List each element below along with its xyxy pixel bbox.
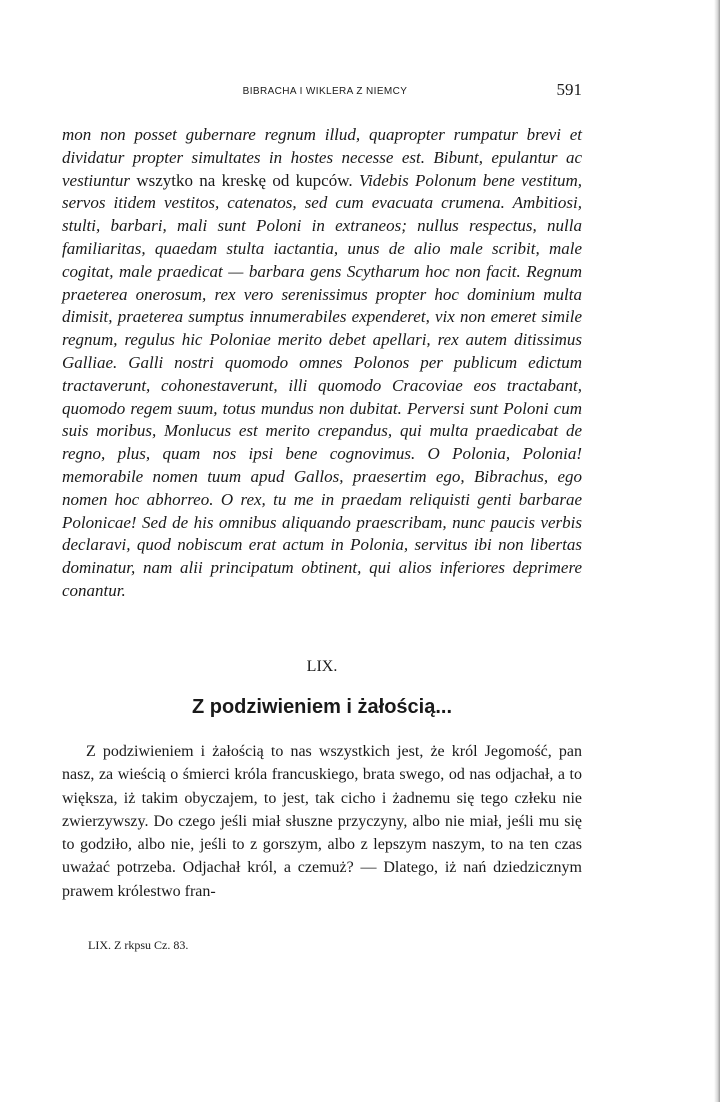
running-head	[68, 80, 582, 104]
latin-text-part-1: mon non posset gubernare regnum illud, quapropter rumpatur brevi et dividatur propter simultates in hostes necesse est. Bibunt, epulantur ac vestiuntur	[62, 125, 582, 190]
polish-inline-phrase: wszytko na kreskę od kupców.	[130, 170, 359, 190]
scan-edge-shadow	[714, 0, 720, 1102]
document-title: Z podziwieniem i żałością...	[191, 696, 453, 718]
document-number: LIX.	[306, 658, 338, 675]
footnote: LIX. Z rkpsu Cz. 83.	[88, 938, 189, 952]
latin-text-part-2: Videbis Polonum bene vestitum, servos itidem vestitos, catenatos, sed cum evacuata crumena. Ambitiosi, stulti, barbari, mali sunt Poloni in extraneos; nullus respectus, nulla familiaritas, quaedam stulta iactantia, unus de alio male scribit, male cogitat, male praedicat — barbara gens Scytharum hoc non facit. Regnum praeterea onerosum, rex vero serenissimus propter hoc dominium multa dimisit, praeterea sumptus innumerabiles expenderet, vix non emeret simile regnum, regulus hic Poloniae merito debet apellari, rex autem ditissimus Galliae. Galli nostri quomodo omnes Polonos per publicum edictum tractaverunt, cohonestaverunt, illi quomodo Cracoviae eos tractabant, quomodo regem suum, totus mundus non dubitat. Perversi sunt Poloni cum suis moribus, Monlucus est merito crepandus, qui multa praedicabat de regno, plus, quam nos ipsi bene cognovimus. O Polonia, Polonia! memorabile nomen tuum apud Gallos, praesertim ego, Bibrachus, ego nomen hoc abhorreo. O rex, tu me in praedam reliquisti genti barbarae Polonicae! Sed de his omnibus aliquando praescribam, nunc paucis verbis declaravi, quod nobiscum erat actum in Polonia, servitus ibi non libertas dominatur, nam alii principatum obtinent, qui alios inferiores deprimere conantur.	[62, 170, 583, 600]
latin-paragraph	[62, 124, 582, 603]
page-number: 591	[556, 80, 582, 99]
polish-paragraph: Z podziwieniem i żałością to nas wszystkich jest, że król Jegomość, pan nasz, za wieścią o śmierci króla francuskiego, brata swego, od nas odjachał, a to większa, iż takim obyczajem, to jest, tak cicho i żadnemu się tego człeku nie zwierzywszy. Do czego jeśli miał słuszne przyczyny, albo nie miał, jeśli mu się to godziło, albo nie, jeśli to z gorszym, albo z lepszym naszym, to na ten czas uważać potrzeba. Odjachał król, a czemuż? — Dlatego, iż nań dziedzicznym prawem królestwo fran-	[62, 743, 582, 900]
running-title: BIBRACHA I WIKLERA Z NIEMCY	[242, 86, 408, 97]
